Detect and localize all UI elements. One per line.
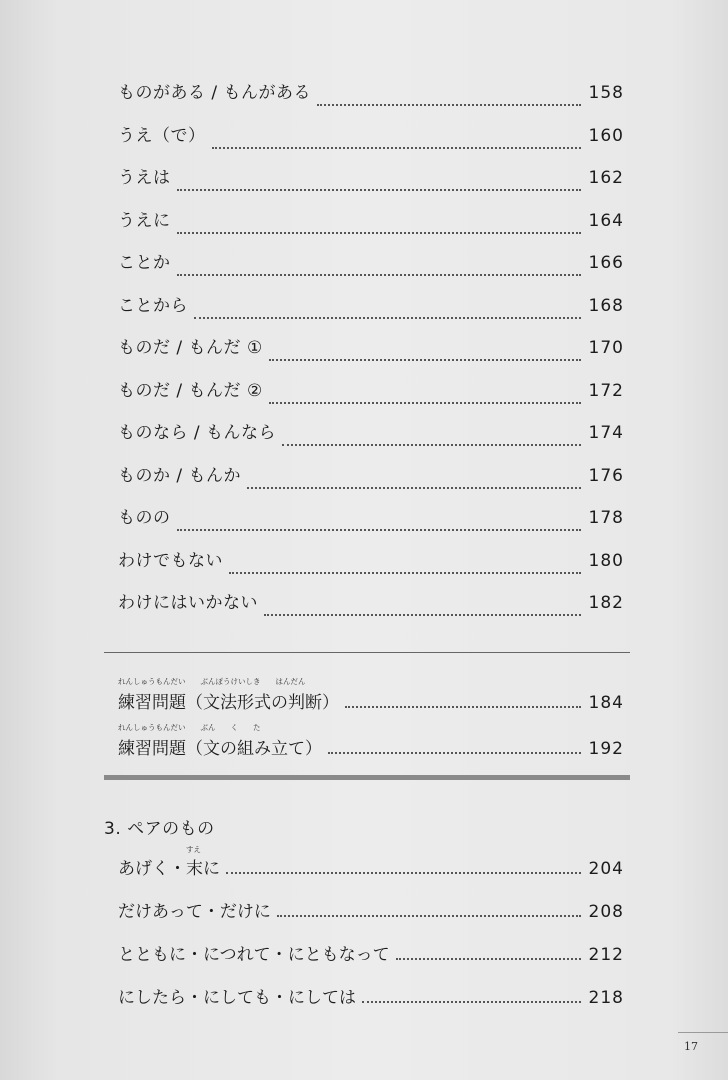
section-divider — [104, 652, 630, 653]
exercise-entry — [118, 672, 624, 718]
dot-leader — [269, 359, 581, 361]
exercise-page: 184 — [588, 693, 624, 713]
exercise-entry — [118, 718, 624, 764]
dot-leader — [328, 752, 581, 754]
toc-entry-page: 168 — [588, 295, 624, 316]
toc-entry — [118, 376, 624, 419]
exercise-title: 練習問題（文の組み立て） — [118, 739, 322, 759]
toc-entry-page: 178 — [588, 508, 624, 528]
folio-rule — [678, 1032, 728, 1033]
toc-entry — [118, 588, 624, 631]
toc-entry — [118, 503, 624, 546]
furigana: すえ — [186, 845, 201, 854]
dot-leader — [264, 614, 581, 616]
toc-entry-page: 176 — [588, 465, 624, 486]
toc-entry-page: 182 — [588, 593, 624, 613]
section-entry-title: あげく・末に — [118, 859, 220, 879]
toc-entry-title: うえ（で） — [118, 125, 206, 146]
toc-entry-title: うえは — [118, 168, 171, 188]
toc-entry-title: ものか / もんか — [118, 465, 242, 486]
toc-entry-title: ことから — [118, 295, 188, 316]
toc-entry-page: 160 — [588, 125, 624, 146]
section-entry-page: 208 — [588, 902, 624, 922]
dot-leader — [194, 317, 581, 319]
section-entry — [118, 971, 624, 1014]
toc-entry-page: 174 — [588, 423, 624, 443]
dot-leader — [212, 147, 581, 149]
toc-entry-page: 158 — [588, 83, 624, 103]
exercise-page: 192 — [588, 739, 624, 759]
toc-entry-title: ものの — [118, 508, 171, 528]
toc-entry-title: ものなら / もんなら — [118, 423, 277, 443]
toc-entry — [118, 163, 624, 206]
dot-leader — [177, 189, 581, 191]
dot-leader — [226, 872, 581, 874]
toc-entry — [118, 461, 624, 504]
section-entry — [118, 842, 624, 885]
toc-entry — [118, 206, 624, 249]
toc-entry-title: ものがある / もんがある — [118, 83, 312, 103]
section-entry-page: 204 — [588, 859, 624, 879]
dot-leader — [317, 104, 581, 106]
toc-entry-page: 166 — [588, 253, 624, 273]
toc-entry-page: 162 — [588, 168, 624, 188]
toc-entry-page: 180 — [588, 550, 624, 571]
toc-entry — [118, 291, 624, 334]
toc-entry — [118, 78, 624, 121]
dot-leader — [177, 274, 581, 276]
toc-entry-title: ことか — [118, 253, 171, 273]
section-list — [118, 842, 624, 1014]
toc-entry-page: 164 — [588, 210, 624, 231]
toc-entry — [118, 333, 624, 376]
toc-entry-title: わけでもない — [118, 550, 223, 571]
dot-leader — [282, 444, 581, 446]
dot-leader — [396, 958, 581, 960]
toc-entry-title: うえに — [118, 210, 171, 231]
toc-entry-page: 170 — [588, 338, 624, 358]
dot-leader — [277, 915, 581, 917]
dot-leader — [362, 1001, 581, 1003]
furigana: れんしゅうもんだい ぶんぽうけいしき はんだん — [118, 677, 306, 686]
section-entry — [118, 928, 624, 971]
section-entry-title: とともに・につれて・にともなって — [118, 945, 390, 965]
section-entry-page: 212 — [588, 945, 624, 965]
section-entry-title: だけあって・だけに — [118, 902, 271, 922]
toc-entry-page: 172 — [588, 380, 624, 401]
section-entry — [118, 885, 624, 928]
exercise-list — [118, 672, 624, 764]
section-entry-title: にしたら・にしても・にしては — [118, 988, 356, 1008]
chapter-divider — [104, 775, 630, 780]
dot-leader — [247, 487, 581, 489]
dot-leader — [345, 706, 581, 708]
toc-entry-title: わけにはいかない — [118, 593, 258, 613]
toc-entry — [118, 546, 624, 589]
section-entry-page: 218 — [588, 988, 624, 1008]
dot-leader — [229, 572, 581, 574]
toc-entry — [118, 121, 624, 164]
toc-entry-title: ものだ / もんだ ② — [118, 380, 263, 401]
toc-list — [118, 78, 624, 631]
toc-entry-title: ものだ / もんだ ① — [118, 338, 263, 358]
dot-leader — [177, 529, 581, 531]
toc-entry — [118, 248, 624, 291]
furigana: れんしゅうもんだい ぶん く た — [118, 723, 261, 732]
page-number: 17 — [684, 1040, 698, 1053]
exercise-title: 練習問題（文法形式の判断） — [118, 693, 339, 713]
dot-leader — [177, 232, 581, 234]
section-heading: 3. ペアのもの — [104, 819, 215, 839]
toc-entry — [118, 418, 624, 461]
dot-leader — [269, 402, 581, 404]
